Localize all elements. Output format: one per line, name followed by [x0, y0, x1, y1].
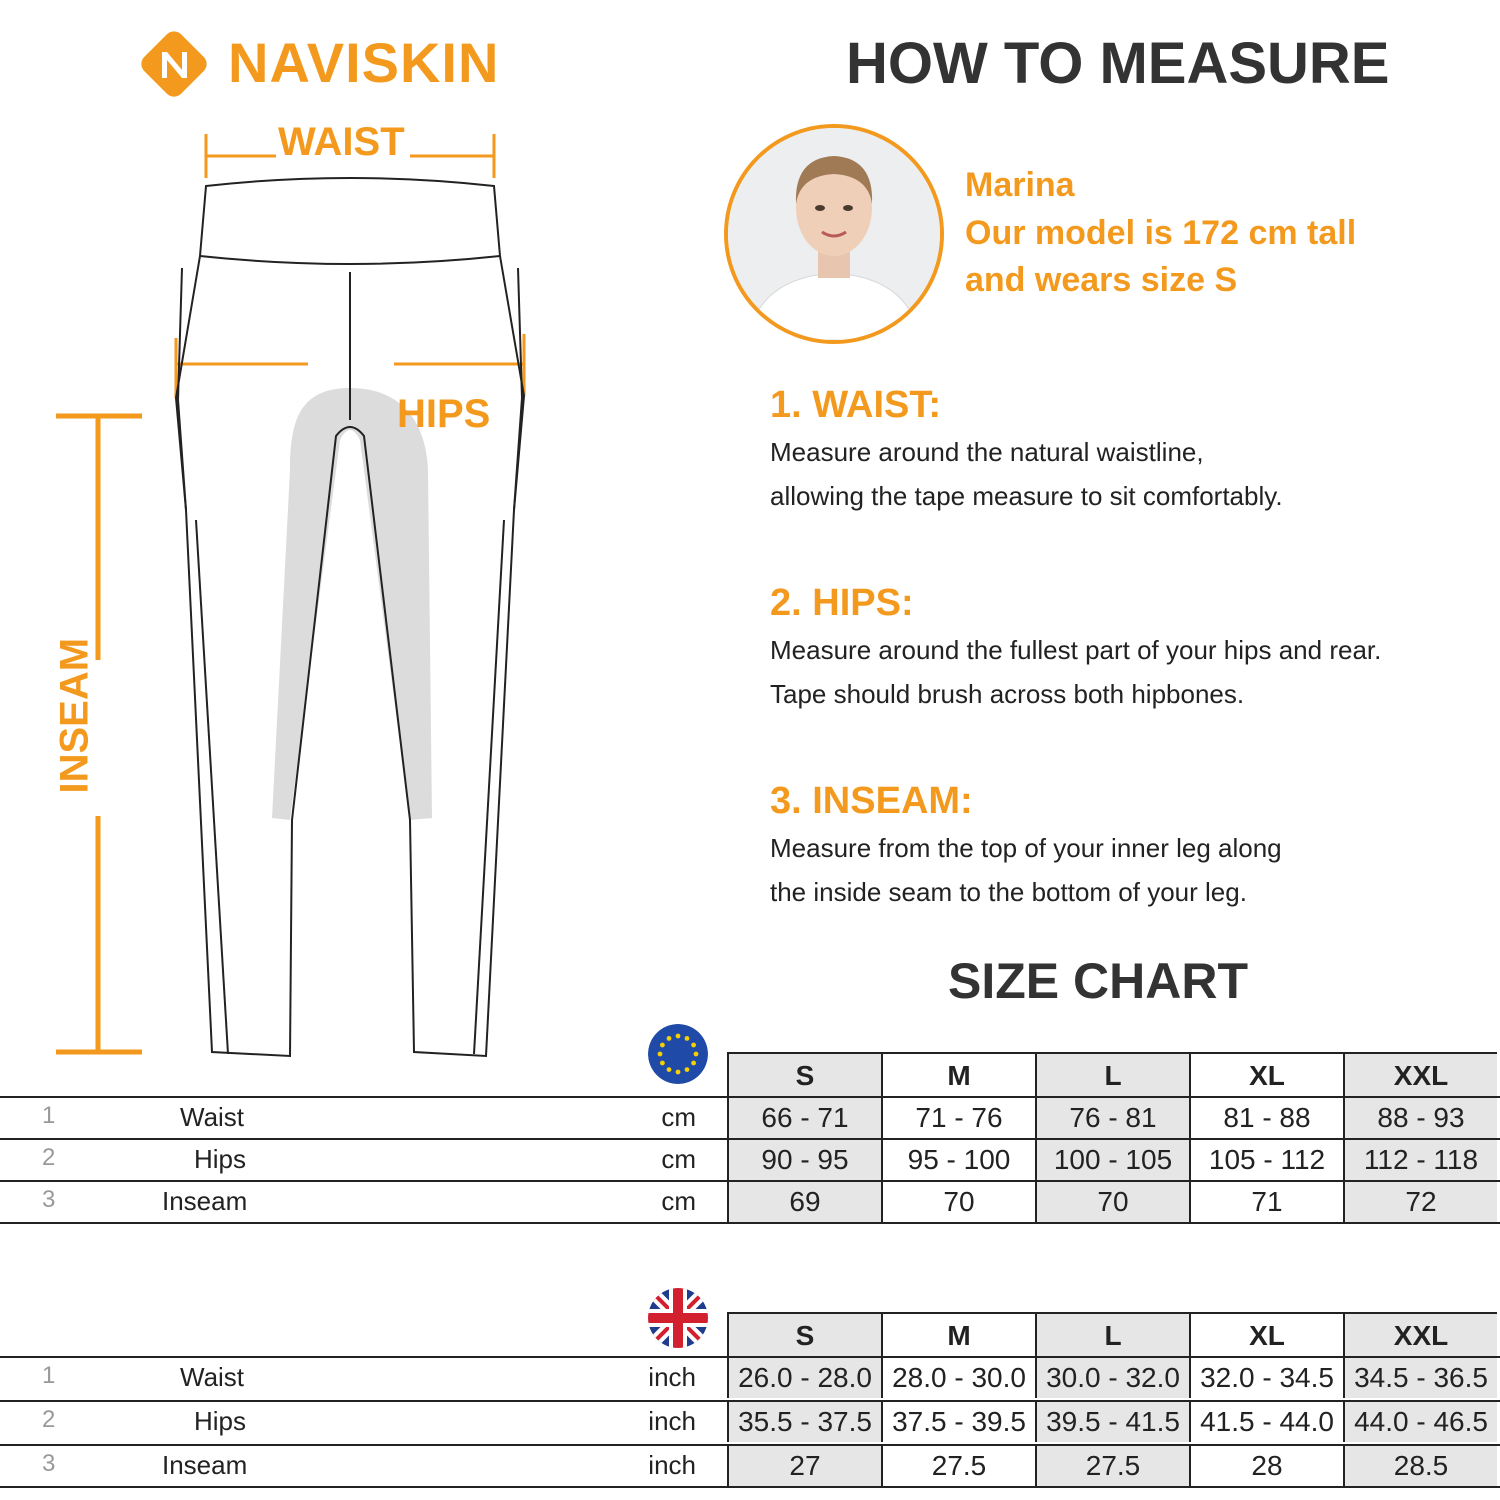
- row-unit: inch: [648, 1362, 696, 1392]
- table-row: [0, 1400, 1500, 1442]
- waist-label: WAIST: [278, 120, 405, 164]
- table-cell: 112 - 118: [1343, 1140, 1497, 1180]
- table-cell: 34.5 - 36.5: [1343, 1358, 1497, 1398]
- row-label: Inseam: [162, 1450, 248, 1480]
- size-col-s: S: [727, 1054, 881, 1098]
- model-avatar: [724, 124, 944, 344]
- uk-flag-icon: [648, 1288, 708, 1348]
- table-row: [0, 1180, 1500, 1222]
- size-col-s: S: [727, 1314, 881, 1358]
- size-chart-title: SIZE CHART: [948, 953, 1248, 1009]
- table-cell: 72: [1343, 1182, 1497, 1222]
- step-hips-line-1: Measure around the fullest part of your hips and rear.: [770, 635, 1382, 665]
- model-portrait-icon: [728, 128, 940, 340]
- table-cell: 76 - 81: [1035, 1098, 1189, 1138]
- table-cell: 81 - 88: [1189, 1098, 1343, 1138]
- table-cell: 28: [1189, 1446, 1343, 1486]
- step-inseam-title: 3. INSEAM:: [770, 780, 973, 822]
- row-label: Waist: [180, 1362, 245, 1392]
- table-cell: 28.0 - 30.0: [881, 1358, 1035, 1398]
- row-number: 1: [42, 1102, 56, 1129]
- table-cell: 88 - 93: [1343, 1098, 1497, 1138]
- table-cell: 66 - 71: [727, 1098, 881, 1138]
- table-cell: 100 - 105: [1035, 1140, 1189, 1180]
- table-cell: 95 - 100: [881, 1140, 1035, 1180]
- table-cell: 41.5 - 44.0: [1189, 1402, 1343, 1442]
- row-unit: cm: [661, 1144, 696, 1174]
- table-cell: 69: [727, 1182, 881, 1222]
- size-header-row: [727, 1312, 1497, 1358]
- size-col-l: L: [1035, 1314, 1189, 1358]
- step-waist-title: 1. WAIST:: [770, 384, 942, 426]
- step-waist-text: [770, 430, 1283, 518]
- table-row: [0, 1138, 1500, 1180]
- size-col-xl: XL: [1189, 1054, 1343, 1098]
- table-cell: 37.5 - 39.5: [881, 1402, 1035, 1442]
- table-row: [0, 1096, 1500, 1138]
- size-col-m: M: [881, 1314, 1035, 1358]
- table-cell: 28.5: [1343, 1446, 1497, 1486]
- table-cell: 105 - 112: [1189, 1140, 1343, 1180]
- row-unit: inch: [648, 1450, 696, 1480]
- model-name: Marina: [965, 166, 1075, 204]
- row-label: Waist: [180, 1102, 245, 1132]
- step-waist-line-2: allowing the tape measure to sit comfortably.: [770, 481, 1283, 511]
- leggings-diagram: [0, 100, 720, 1070]
- eu-flag-icon: [648, 1024, 708, 1084]
- step-hips-title: 2. HIPS:: [770, 582, 914, 624]
- size-col-l: L: [1035, 1054, 1189, 1098]
- row-number: 3: [42, 1186, 56, 1213]
- step-inseam-line-1: Measure from the top of your inner leg along: [770, 833, 1282, 863]
- row-unit: cm: [661, 1186, 696, 1216]
- row-number: 1: [42, 1362, 56, 1389]
- size-header-row: [727, 1052, 1497, 1098]
- brand-name: NAVISKIN: [228, 31, 500, 94]
- inseam-label: INSEAM: [52, 637, 97, 794]
- row-unit: cm: [661, 1102, 696, 1132]
- row-label: Hips: [194, 1144, 247, 1174]
- row-number: 2: [42, 1406, 56, 1433]
- hips-label: HIPS: [397, 392, 491, 436]
- model-size: and wears size S: [965, 261, 1238, 299]
- size-col-xxl: XXL: [1343, 1054, 1497, 1098]
- row-label: Inseam: [162, 1186, 248, 1216]
- table-cell: 27: [727, 1446, 881, 1486]
- table-cell: 27.5: [1035, 1446, 1189, 1486]
- table-cell: 30.0 - 32.0: [1035, 1358, 1189, 1398]
- row-number: 3: [42, 1450, 56, 1477]
- row-number: 2: [42, 1144, 56, 1171]
- table-row: [0, 1356, 1500, 1398]
- step-hips-line-2: Tape should brush across both hipbones.: [770, 679, 1245, 709]
- table-cell: 44.0 - 46.5: [1343, 1402, 1497, 1442]
- table-cell: 39.5 - 41.5: [1035, 1402, 1189, 1442]
- page-title: HOW TO MEASURE: [846, 31, 1390, 96]
- step-inseam-line-2: the inside seam to the bottom of your leg.: [770, 877, 1247, 907]
- table-cell: 90 - 95: [727, 1140, 881, 1180]
- size-col-xl: XL: [1189, 1314, 1343, 1358]
- table-cell: 71: [1189, 1182, 1343, 1222]
- step-hips-text: [770, 628, 1381, 716]
- table-cell: 26.0 - 28.0: [727, 1358, 881, 1398]
- table-cell: 70: [1035, 1182, 1189, 1222]
- row-unit: inch: [648, 1406, 696, 1436]
- table-row: [0, 1444, 1500, 1486]
- table-cell: 70: [881, 1182, 1035, 1222]
- row-label: Hips: [194, 1406, 247, 1436]
- step-waist-line-1: Measure around the natural waistline,: [770, 437, 1204, 467]
- model-height: Our model is 172 cm tall: [965, 214, 1357, 252]
- table-cell: 32.0 - 34.5: [1189, 1358, 1343, 1398]
- table-cell: 71 - 76: [881, 1098, 1035, 1138]
- table-cell: 35.5 - 37.5: [727, 1402, 881, 1442]
- size-col-xxl: XXL: [1343, 1314, 1497, 1358]
- step-inseam-text: [770, 826, 1282, 914]
- table-cell: 27.5: [881, 1446, 1035, 1486]
- size-col-m: M: [881, 1054, 1035, 1098]
